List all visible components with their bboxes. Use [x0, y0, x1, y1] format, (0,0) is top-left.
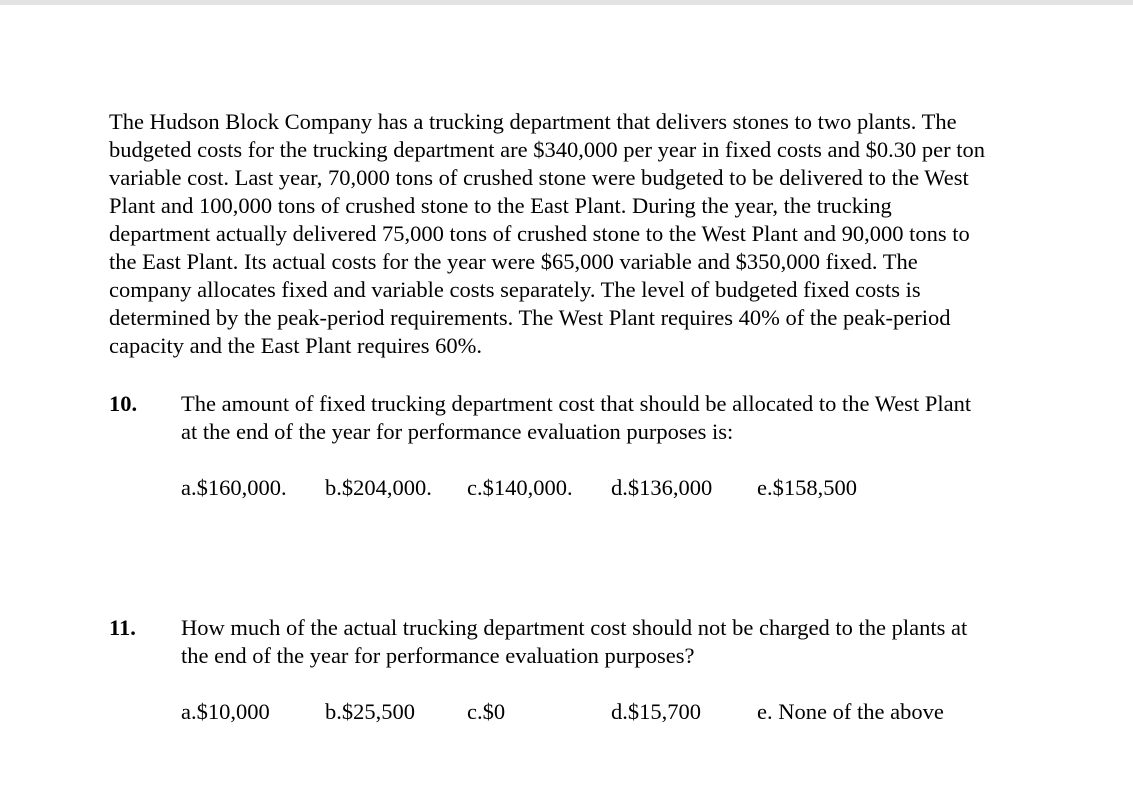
answer-choice-b[interactable]: b.$204,000.	[325, 475, 432, 500]
answer-choice-a[interactable]: a.$160,000.	[181, 475, 287, 500]
question-number: 10.	[109, 391, 138, 416]
passage-line: determined by the peak-period requirements. The West Plant requires 40% of the peak-period	[109, 305, 951, 330]
passage-line: budgeted costs for the trucking department are $340,000 per year in fixed costs and $0.30 per ton	[109, 137, 985, 162]
question-text	[181, 390, 1081, 446]
passage-line: capacity and the East Plant requires 60%.	[109, 333, 482, 358]
passage-line: company allocates fixed and variable costs separately. The level of budgeted fixed costs is	[109, 277, 921, 302]
question-number: 11.	[109, 615, 136, 640]
answer-choice-c[interactable]: c.$0	[467, 699, 506, 724]
passage-line: The Hudson Block Company has a trucking department that delivers stones to two plants. The	[109, 109, 957, 134]
question-line: at the end of the year for performance evaluation purposes is:	[181, 419, 734, 444]
passage-line: variable cost. Last year, 70,000 tons of crushed stone were budgeted to be delivered to the West	[109, 165, 969, 190]
question-line: How much of the actual trucking department cost should not be charged to the plants at	[181, 615, 968, 640]
passage-line: the East Plant. Its actual costs for the year were $65,000 variable and $350,000 fixed. The	[109, 249, 918, 274]
answer-choice-d[interactable]: d.$15,700	[611, 699, 701, 724]
problem-passage	[109, 108, 1059, 360]
answer-choice-b[interactable]: b.$25,500	[325, 699, 415, 724]
answer-choice-a[interactable]: a.$10,000	[181, 699, 270, 724]
question-line: the end of the year for performance evaluation purposes?	[181, 643, 695, 668]
answer-choice-e[interactable]: e.$158,500	[757, 475, 857, 500]
question-line: The amount of fixed trucking department cost that should be allocated to the West Plant	[181, 391, 972, 416]
passage-line: department actually delivered 75,000 tons of crushed stone to the West Plant and 90,000 tons to	[109, 221, 970, 246]
question-text	[181, 614, 1081, 670]
passage-line: Plant and 100,000 tons of crushed stone to the East Plant. During the year, the trucking	[109, 193, 892, 218]
answer-choice-e[interactable]: e. None of the above	[757, 699, 944, 724]
answer-choice-d[interactable]: d.$136,000	[611, 475, 713, 500]
page-top-border	[0, 0, 1133, 5]
answer-choice-c[interactable]: c.$140,000.	[467, 475, 573, 500]
